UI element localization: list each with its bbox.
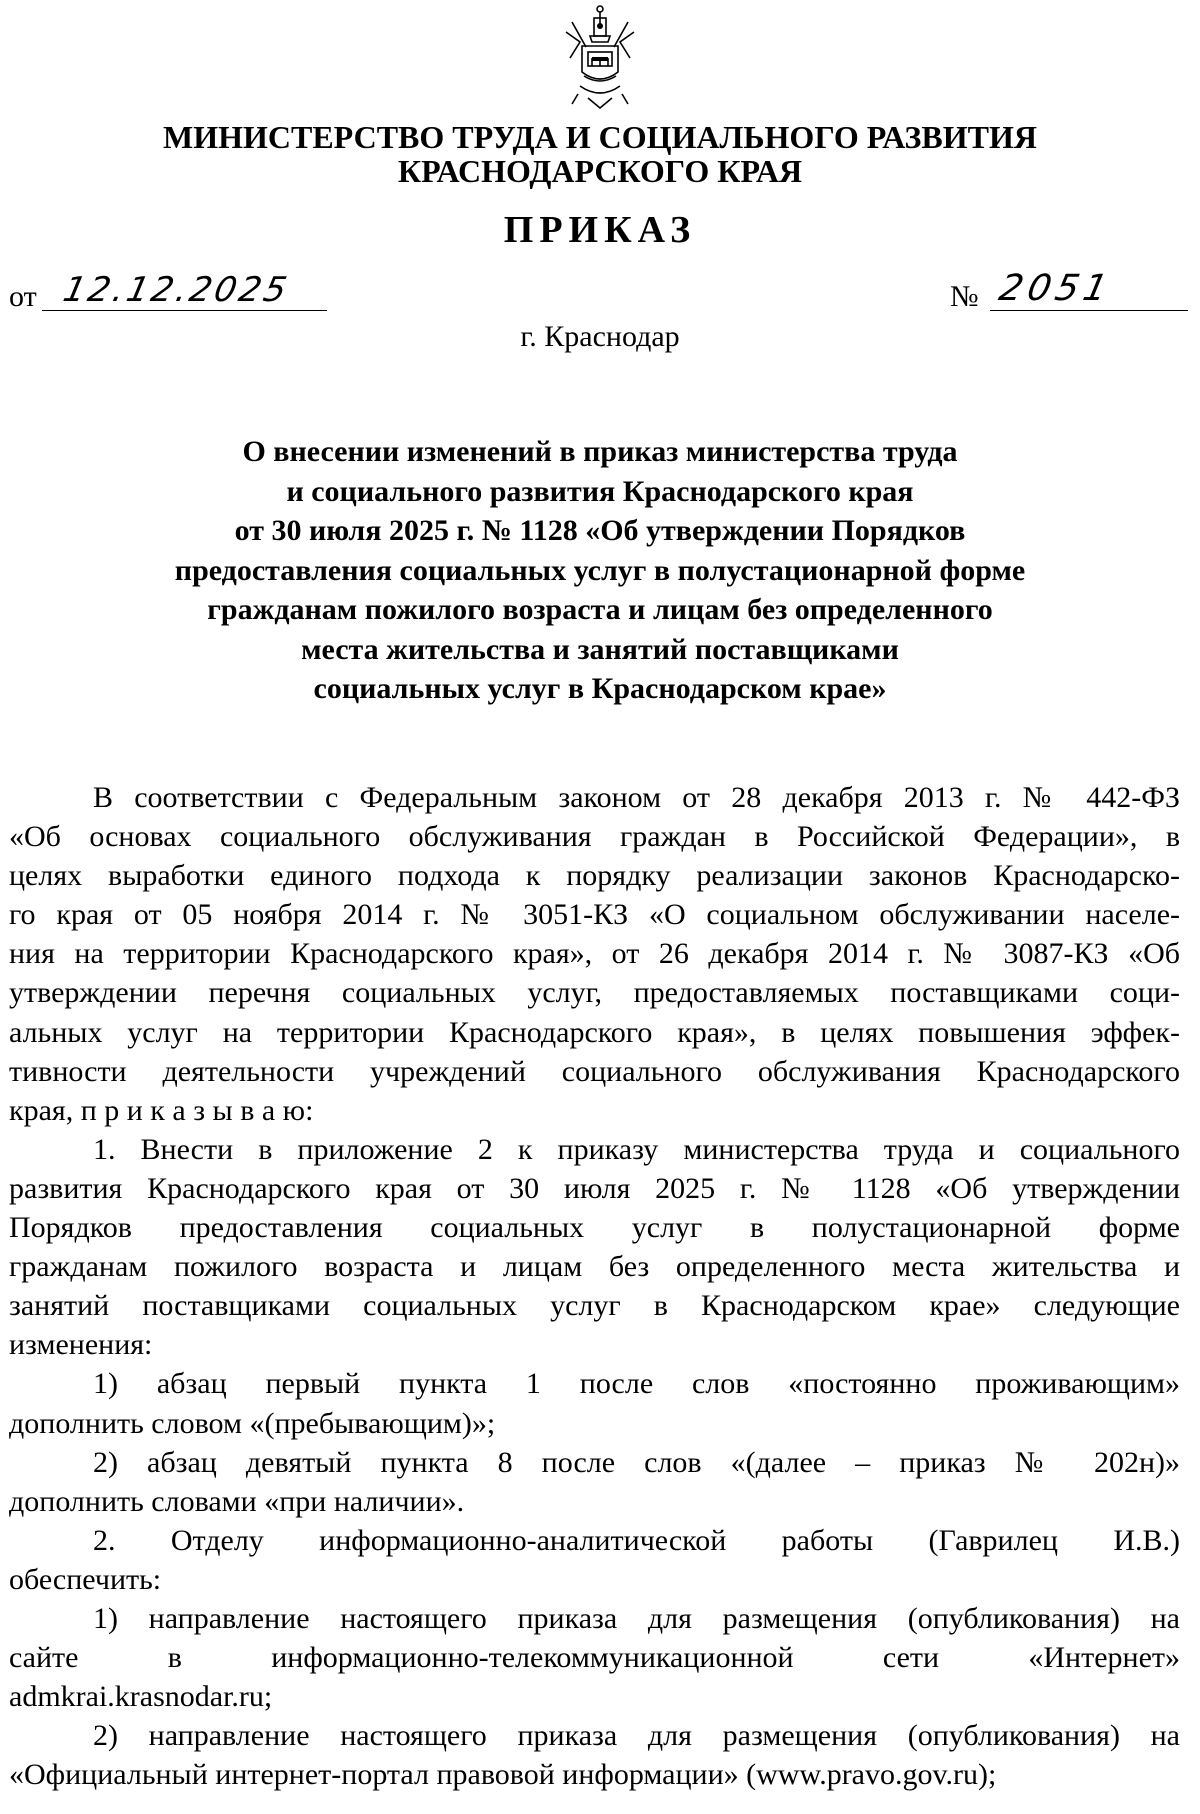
date-underline xyxy=(42,310,327,311)
body-line: В соответствии с Федеральным законом от 28 декабря 2013 г. № 442-ФЗ xyxy=(93,781,1180,814)
body-line: гражданам пожилого возраста и лицам без определенного места жительства и xyxy=(9,1250,1180,1284)
body-line: 1. Внести в приложение 2 к приказу министерства труда и социального xyxy=(93,1132,1180,1166)
document-body xyxy=(9,778,1180,1794)
title-line: О внесении изменений в приказ министерства труда xyxy=(242,435,958,468)
body-line: края, п р и к а з ы в а ю: xyxy=(9,1093,314,1127)
title-line: гражданам пожилого возраста и лицам без определенного xyxy=(207,593,993,626)
body-line: изменения: xyxy=(9,1328,153,1362)
number-prefix: № xyxy=(950,280,979,313)
title-line: социальных услуг в Краснодарском крае» xyxy=(313,672,887,705)
body-line: 1) направление настоящего приказа для размещения (опубликования) на xyxy=(93,1601,1180,1635)
document-type: ПРИКАЗ xyxy=(503,209,697,251)
body-line: утверждении перечня социальных услуг, предоставляемых поставщиками соци- xyxy=(9,976,1180,1010)
body-line: «Официальный интернет-портал правовой информации» (www.pravo.gov.ru); xyxy=(9,1758,997,1792)
body-line: 2) направление настоящего приказа для размещения (опубликования) на xyxy=(93,1719,1180,1753)
body-line: 2) абзац девятый пункта 8 после слов «(далее – приказ № 202н)» xyxy=(93,1445,1180,1479)
title-line: места жительства и занятий поставщиками xyxy=(301,632,899,666)
body-line: дополнить словом «(пребывающим)»; xyxy=(9,1406,496,1440)
title-line: предоставления социальных услуг в полустационарной форме xyxy=(174,553,1026,587)
body-line: сайте в информационно-телекоммуникационной сети «Интернет» xyxy=(9,1641,1180,1675)
ministry-name xyxy=(0,120,1200,188)
body-line: ния на территории Краснодарского края», от 26 декабря 2014 г. № 3087-КЗ «Об xyxy=(9,937,1180,971)
body-line: обеспечить: xyxy=(9,1562,162,1596)
handwritten-number: 2051 xyxy=(995,268,1116,309)
body-line: тивности деятельности учреждений социального обслуживания Краснодарского xyxy=(9,1054,1180,1088)
body-line: Порядков предоставления социальных услуг в полустационарной форме xyxy=(9,1211,1180,1245)
body-line: альных услуг на территории Краснодарского края», в целях повышения эффек- xyxy=(9,1015,1180,1049)
body-line: 2. Отделу информационно-аналитической работы (Гаврилец И.В.) xyxy=(93,1523,1180,1557)
body-line: 1) абзац первый пункта 1 после слов «постоянно проживающим» xyxy=(93,1367,1180,1401)
number-underline xyxy=(990,310,1188,311)
coat-of-arms-emblem xyxy=(558,2,642,110)
title-line: и социального развития Краснодарского края xyxy=(286,474,914,508)
body-line: го края от 05 ноября 2014 г. № 3051-КЗ «О социальном обслуживании населе- xyxy=(9,898,1180,932)
handwritten-date: 12.12.2025 xyxy=(59,270,293,310)
document-title xyxy=(0,432,1200,709)
title-line: от 30 июля 2025 г. № 1128 «Об утверждении Порядков xyxy=(234,514,966,547)
body-line: admkrai.krasnodar.ru; xyxy=(9,1680,273,1714)
body-line: занятий поставщиками социальных услуг в Краснодарском крае» следующие xyxy=(9,1289,1180,1323)
body-line: «Об основах социального обслуживания граждан в Российской Федерации», в xyxy=(9,820,1180,854)
body-line: целях выработки единого подхода к порядку реализации законов Краснодарско- xyxy=(9,859,1180,893)
city: г. Краснодар xyxy=(520,320,680,353)
body-line: развития Краснодарского края от 30 июля 2025 г. № 1128 «Об утверждении xyxy=(9,1171,1180,1205)
date-prefix: от xyxy=(9,280,37,313)
body-line: дополнить словами «при наличии». xyxy=(9,1484,465,1518)
ministry-line-1: МИНИСТЕРСТВО ТРУДА И СОЦИАЛЬНОГО РАЗВИТИЯ xyxy=(162,119,1037,155)
ministry-line-2: КРАСНОДАРСКОГО КРАЯ xyxy=(397,153,803,189)
